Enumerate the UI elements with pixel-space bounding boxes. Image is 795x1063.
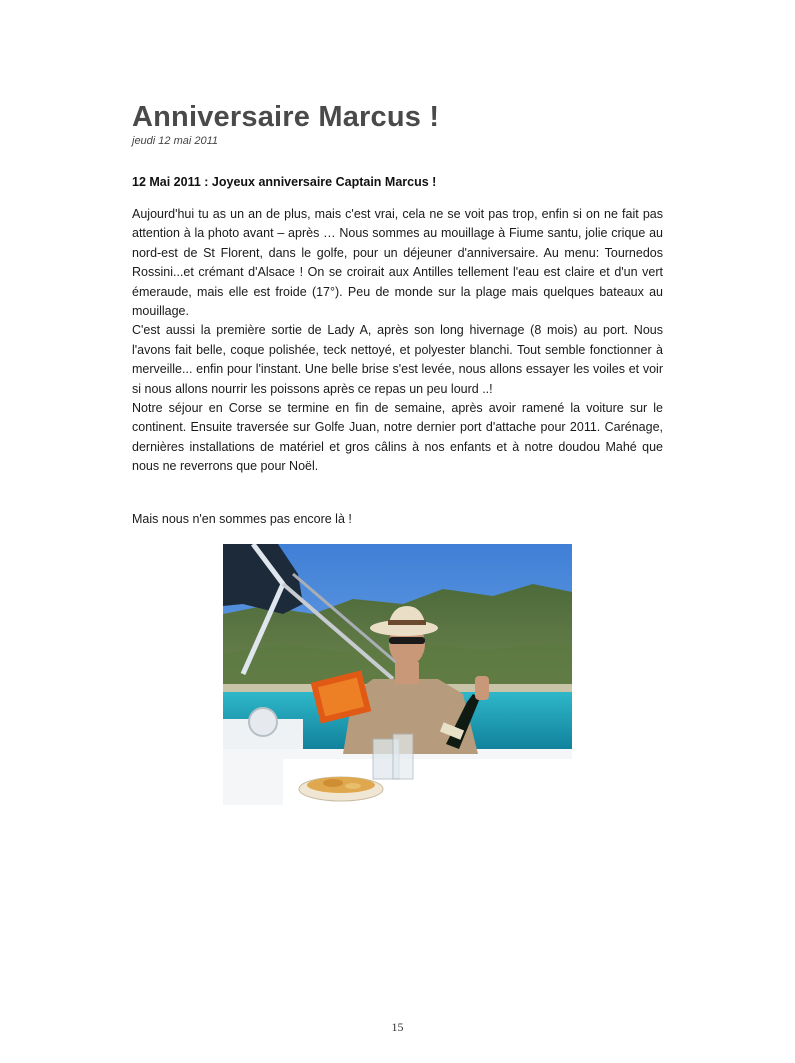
body-paragraph: Aujourd'hui tu as un an de plus, mais c'est vrai, cela ne se voit pas trop, enfin si on ne fait pas attention à la photo avant – après … Nous sommes au mouillage à Fiume santu, jolie crique au nord-est de St Florent, dans le golfe, pour un déjeuner d'anniversaire. Au menu: Tournedos Rossini...et crémant d'Alsace ! On se croirait aux Antilles tellement l'eau est claire et d'un vert émeraude, mais elle est froide (17°). Peu de monde sur la plage mais quelques bateaux au mouillage.	[132, 207, 663, 319]
page-number: 15	[391, 1020, 404, 1034]
body-paragraph: Notre séjour en Corse se termine en fin de semaine, après avoir ramené la voiture sur le continent. Ensuite traversée sur Golfe Juan, notre dernier port d'attache pour 2011. Carénage, dernières installations de matériel et gros câlins à nos enfants et à notre doudou Mahé que nous ne reverrons que pour Noël.	[132, 401, 663, 474]
post-closing: Mais nous n'en sommes pas encore là !	[132, 512, 352, 526]
birthday-photo	[223, 544, 572, 805]
post-subtitle: 12 Mai 2011 : Joyeux anniversaire Captain Marcus !	[132, 175, 437, 189]
post-body	[132, 205, 663, 477]
post-date: jeudi 12 mai 2011	[132, 135, 219, 147]
body-paragraph: C'est aussi la première sortie de Lady A, après son long hivernage (8 mois) au port. Nous l'avons fait belle, coque polishée, teck nettoyé, et polyester blanchi. Tout semble fonctionner à merveille... enfin pour l'instant. Une belle brise s'est levée, nous allons essayer les voiles et voir si nous allons nourrir les poissons après ce repas un peu lourd ..!	[132, 323, 663, 396]
post-title: Anniversaire Marcus !	[132, 101, 440, 133]
photo-image	[223, 544, 572, 805]
